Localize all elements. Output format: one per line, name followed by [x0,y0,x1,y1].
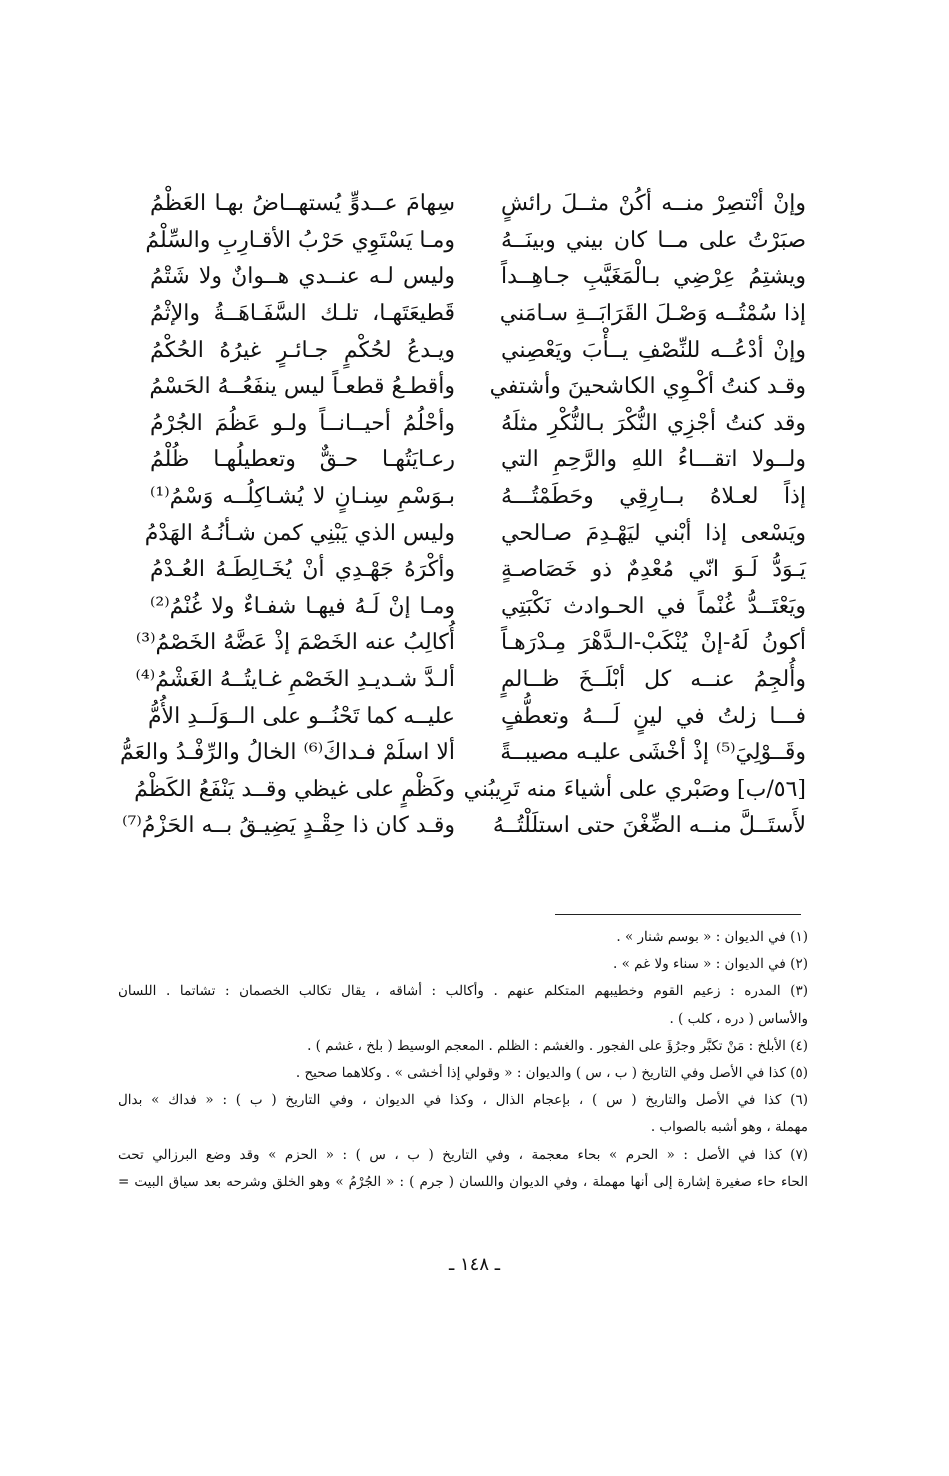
verse [144,515,806,552]
first-hemistich: فـــا زلتُ في لينٍ لَـــهُ وتعطُّفٍ [501,703,806,729]
footnote-2: (٢) في الديوان : « سناء ولا غم » . [613,956,808,973]
verse [150,186,806,223]
verse [134,772,806,809]
second-hemistich: رعـايَتُهـا حـقٌّ وتعطيلُهـا ظُلْمُ [150,447,455,473]
verse [150,406,806,443]
second-hemistich: بـوَسْمِ سِنـانٍ لا يُشـاكِلُــه وَسْمُ⁽¹⁾ [150,484,455,510]
verse [150,259,806,296]
footnote-3-continued: والأساس ( دره ، كلب ) . [669,1010,808,1027]
footnote-6-continued: مهملة ، وهو أشبه بالصواب . [650,1119,808,1136]
first-hemistich: وقـد كنتُ أكْـوِي الكاشحينَ وأشتفي [489,374,806,400]
verse [150,296,806,333]
second-hemistich: ومـا إنْ لَـهُ فيهـا شفـاءٌ ولا غُنْمُ⁽²⁾ [150,593,455,619]
verse [122,808,806,845]
footnote-5: (٥) كذا في الأصل وفي التاريخ ( ب ، س ) والديوان : « وقولي إذا أخشى » . وكلاهما صحيح . [295,1065,808,1082]
second-hemistich: وكَظْمٍ على غيظي وقــد يَنْفَعُ الكَظْمُ [134,776,455,802]
verse [145,223,806,260]
second-hemistich: وأحْلُمُ أحيــانــاً ولـو عَظُمَ الجُرْمُ [150,410,455,436]
second-hemistich: وليس الذي يَبْنِي كمن شـأنُـهُ الهَدْمُ [144,520,455,546]
first-hemistich: وأُلجِمُ عنــه كل أبْلَــخَ ظــالمٍ [501,667,806,693]
first-hemistich: ويَعْتَــدُّ غُنْماً في الحـوادث نَكْبَتِي [501,593,806,619]
footnote-4: (٤) الأبلخ : مَنْ تكبَّر وجرُؤَ على الفجور . والغشم : الظلم . المعجم الوسيط ( بلخ ، غشم ) . [307,1037,808,1054]
first-hemistich: إذا سُمْتُــه وَصْـلَ القَرَابَــةِ سـامَني [499,301,806,327]
footnote-1: (١) في الديوان : « بوسم شنار » . [616,929,808,945]
verse [150,332,806,369]
poem [120,186,806,845]
verse [150,479,806,516]
second-hemistich: ألـدَّ شـديـدِ الخَصْمِ غـايتُــهُ الغَشْمُ⁽⁴⁾ [135,667,455,693]
verse [147,698,806,735]
verse [150,589,806,626]
footnotes [118,924,808,1196]
verse [150,369,806,406]
verse [135,662,806,699]
first-hemistich: وإنْ أنْتصِرْ منــه أكُنْ مثــلَ رائشٍ [501,191,806,217]
first-hemistich: ويَسْعى إذا أبْني ليَهْـدِمَ صـالحي [501,520,806,546]
footnote-7-continued: الحاء حاء صغيرة إشارة إلى أنها مهملة ، وفي الديوان واللسان ( جرم ) : « الجُرْمُ » وهو الخلق وشرحه بعد سياق البيت = [118,1173,808,1190]
footnote-3: (٣) المدره : زعيم القوم وخطيبهم المتكلم عنهم . وأكالب : أشاقه ، يقال تكالب الخصمان : تشاتما . اللسان [118,983,808,1000]
footnote-6: (٦) كذا في الأصل والتاريخ ( س ) ، بإعجام الذال ، وكذا في الديوان ، وفي التاريخ ( ب ) : « فداك » بدال [118,1092,808,1109]
footnote-7: (٧) كذا في الأصل : « الحرم » بحاء معجمة ، وفي التاريخ ( ب ، س ) : « الحزم » وقد وضع البرزالي تحت [118,1146,808,1163]
verse [150,442,806,479]
second-hemistich: وأكْرَهُ جَهْـدِي أنْ يُخَـالِطَـهُ العُـدْمُ [150,557,455,583]
page-number: ـ ١٤٨ ـ [448,1254,500,1275]
first-hemistich: يَـوَدُّ لَـوَ انّي مُعْدِمٌ ذو خَصَاصـةٍ [501,557,806,583]
first-hemistich: صبَرْتُ على مــا كان بيني وبينَــهُ [501,227,806,253]
first-hemistich: إذاً لعـلاهُ بــارِقِي وحَطَمْتُـــهُ [501,484,806,510]
footnote-separator [555,914,801,915]
second-hemistich: وليس لـه عنــدي هــوانٌ ولا شَتْمُ [150,264,455,290]
verse [135,625,806,662]
second-hemistich: ومـا يَسْتَوِي حَرْبُ الأقـارِبِ والسِّلْمُ [145,227,455,253]
first-hemistich: وقَــوْلِيَ⁽⁵⁾ إذْ أخْشَى عليـه مصيبــةً [500,740,806,766]
first-hemistich: لأَستَــلَّ منــه الضِّغْنَ حتى استلَلْتُــهُ [492,813,806,839]
second-hemistich: عليــه كما تَحْنُــو على الــوَلَــدِ الأُمُّ [147,703,455,729]
first-hemistich: [٥٦/ب] وصَبْري على أشياءَ منه تَرِيبُني [463,776,806,802]
second-hemistich: ويـدعُ لحُكْمٍ جـائـرٍ غيرُهُ الحُكْمُ [150,337,455,363]
second-hemistich: وقـد كان ذا حِقْـدٍ يَضِيـقُ بــه الحَزْمُ⁽⁷⁾ [122,813,455,839]
second-hemistich: سِهامَ عــدوٍّ يُستهــاضُ بهـا العَظْمُ [150,191,455,217]
first-hemistich: وإنْ أدْعُــه للنِّصْفِ يــأْبَ ويَعْصِني [501,337,806,363]
second-hemistich: وأقطـعُ قطعـاً ليس ينفَعُــهُ الحَسْمُ [149,374,455,400]
second-hemistich: أُكالِبُ عنه الخَصْمَ إذْ عَضَّهُ الخَصْمُ⁽³⁾ [135,630,455,656]
first-hemistich: أكونُ لَهُ-إنْ يُنْكَبْ-الـدَّهْرَ مِـدْرَهـاً [501,630,806,656]
verse [150,552,806,589]
second-hemistich: ألا اسلَمْ فـداكَ⁽⁶⁾ الخالُ والرِّفْـدُ والعَمُّ [120,740,455,766]
verse [120,735,806,772]
first-hemistich: ويشتِمُ عِرْضِي بـالْمَغَيَّبِ جـاهِــداً [501,264,806,290]
second-hemistich: قَطيعَتَهـا، تلـك السَّفَـاهَــةُ والإثْمُ [150,301,455,327]
first-hemistich: ولــولا اتقـــاءُ اللهِ والرَّحِمِ التي [501,447,806,473]
first-hemistich: وقد كنتُ أجْزِي النُّكْرَ بـالنُّكْرِ مثلَهُ [501,410,806,436]
